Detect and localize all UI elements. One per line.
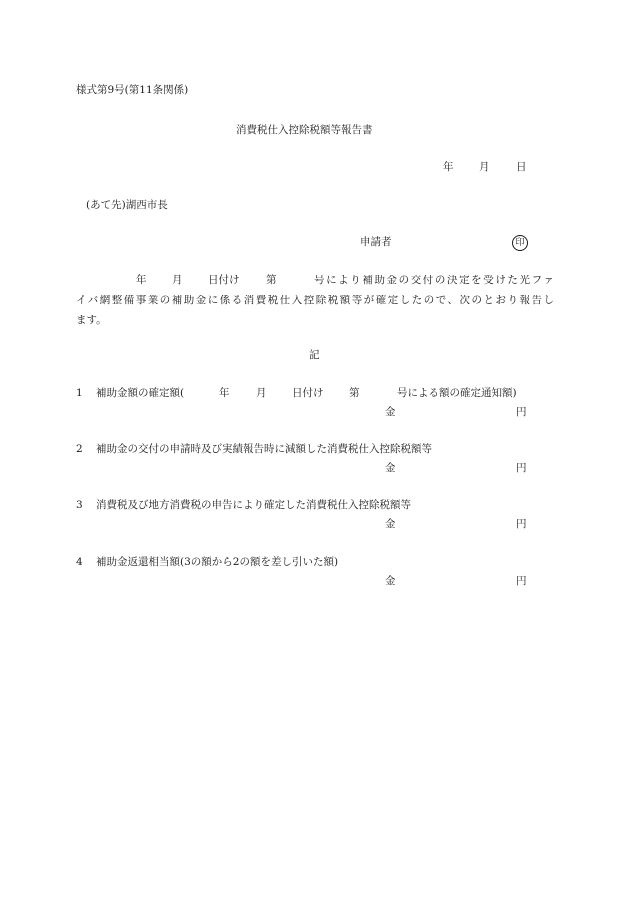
amount-kin: 金 (385, 462, 396, 474)
item-text: 補助金返還相当額(3の額から2の額を差し引いた額) (96, 556, 339, 568)
addressee: (あて先)湖西市長 (86, 199, 168, 211)
item-number: 2 (76, 443, 83, 455)
date-month-label: 月 (479, 161, 490, 173)
body-year-label: 年 (136, 274, 147, 286)
amount-en: 円 (516, 406, 527, 418)
item-text: 補助金額の確定額( (96, 387, 185, 399)
document-title: 消費税仕入控除税額等報告書 (236, 124, 373, 136)
item-text-suffix: 号による額の確定通知額) (397, 387, 517, 399)
body-line-2: イバ網整備事業の補助金に係る消費税仕入控除税額等が確定したので、次のとおり報告し (76, 295, 554, 306)
item-number: 1 (76, 387, 83, 399)
form-number: 様式第9号(第11条関係) (76, 84, 189, 96)
item-year-label: 年 (219, 387, 230, 399)
body-date-label: 日付け (208, 274, 240, 286)
item-2 (0, 444, 630, 478)
item-text: 消費税及び地方消費税の申告により確定した消費税仕入控除税額等 (96, 499, 411, 511)
item-month-label: 月 (256, 387, 267, 399)
item-text: 補助金の交付の申請時及び実績報告時に減額した消費税仕入控除税額等 (96, 443, 432, 455)
item-number-prefix: 第 (349, 387, 360, 399)
applicant-label: 申請者 (360, 236, 392, 248)
body-month-label: 月 (172, 274, 183, 286)
amount-en: 円 (516, 575, 527, 587)
body-line-3: ます。 (76, 314, 107, 326)
item-1 (0, 388, 630, 422)
amount-en: 円 (516, 462, 527, 474)
date-day-label: 日 (516, 161, 527, 173)
ki-heading: 記 (309, 349, 320, 361)
item-date-label: 日付け (292, 387, 324, 399)
item-number: 4 (76, 556, 83, 568)
item-4 (0, 557, 630, 591)
body-number-prefix: 第 (266, 274, 277, 286)
date-year-label: 年 (443, 161, 454, 173)
amount-kin: 金 (385, 575, 396, 587)
amount-en: 円 (516, 518, 527, 530)
body-line-1: 号により補助金の交付の決定を受けた光ファ (314, 275, 554, 286)
item-number: 3 (76, 499, 83, 511)
amount-kin: 金 (385, 406, 396, 418)
amount-kin: 金 (385, 518, 396, 530)
seal-mark: 印 (512, 235, 528, 251)
item-3 (0, 500, 630, 534)
